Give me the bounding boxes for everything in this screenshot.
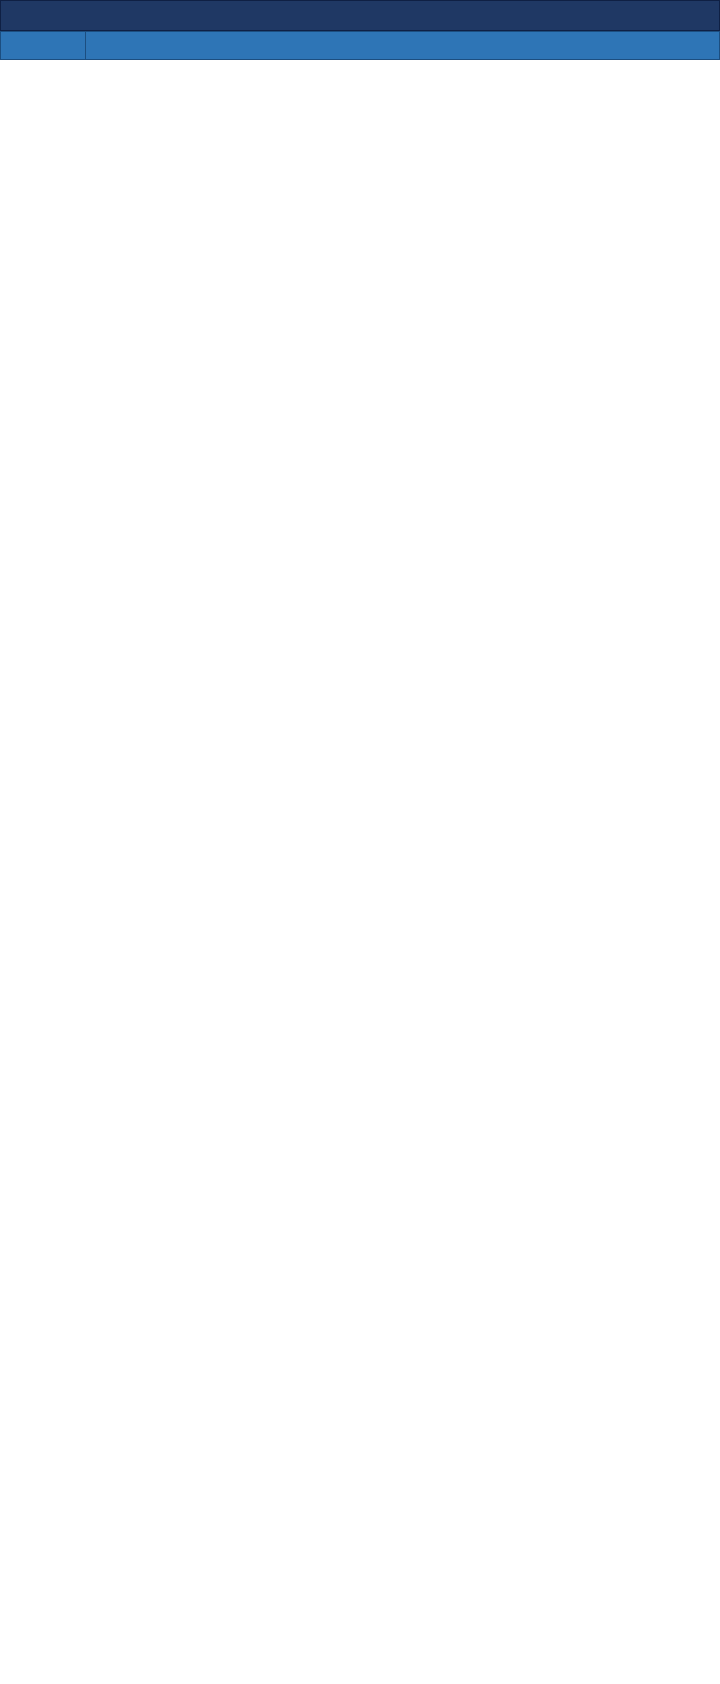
table-title (0, 0, 720, 31)
header-term (1, 32, 86, 59)
table-header-row (0, 31, 720, 60)
header-definition (86, 32, 719, 59)
